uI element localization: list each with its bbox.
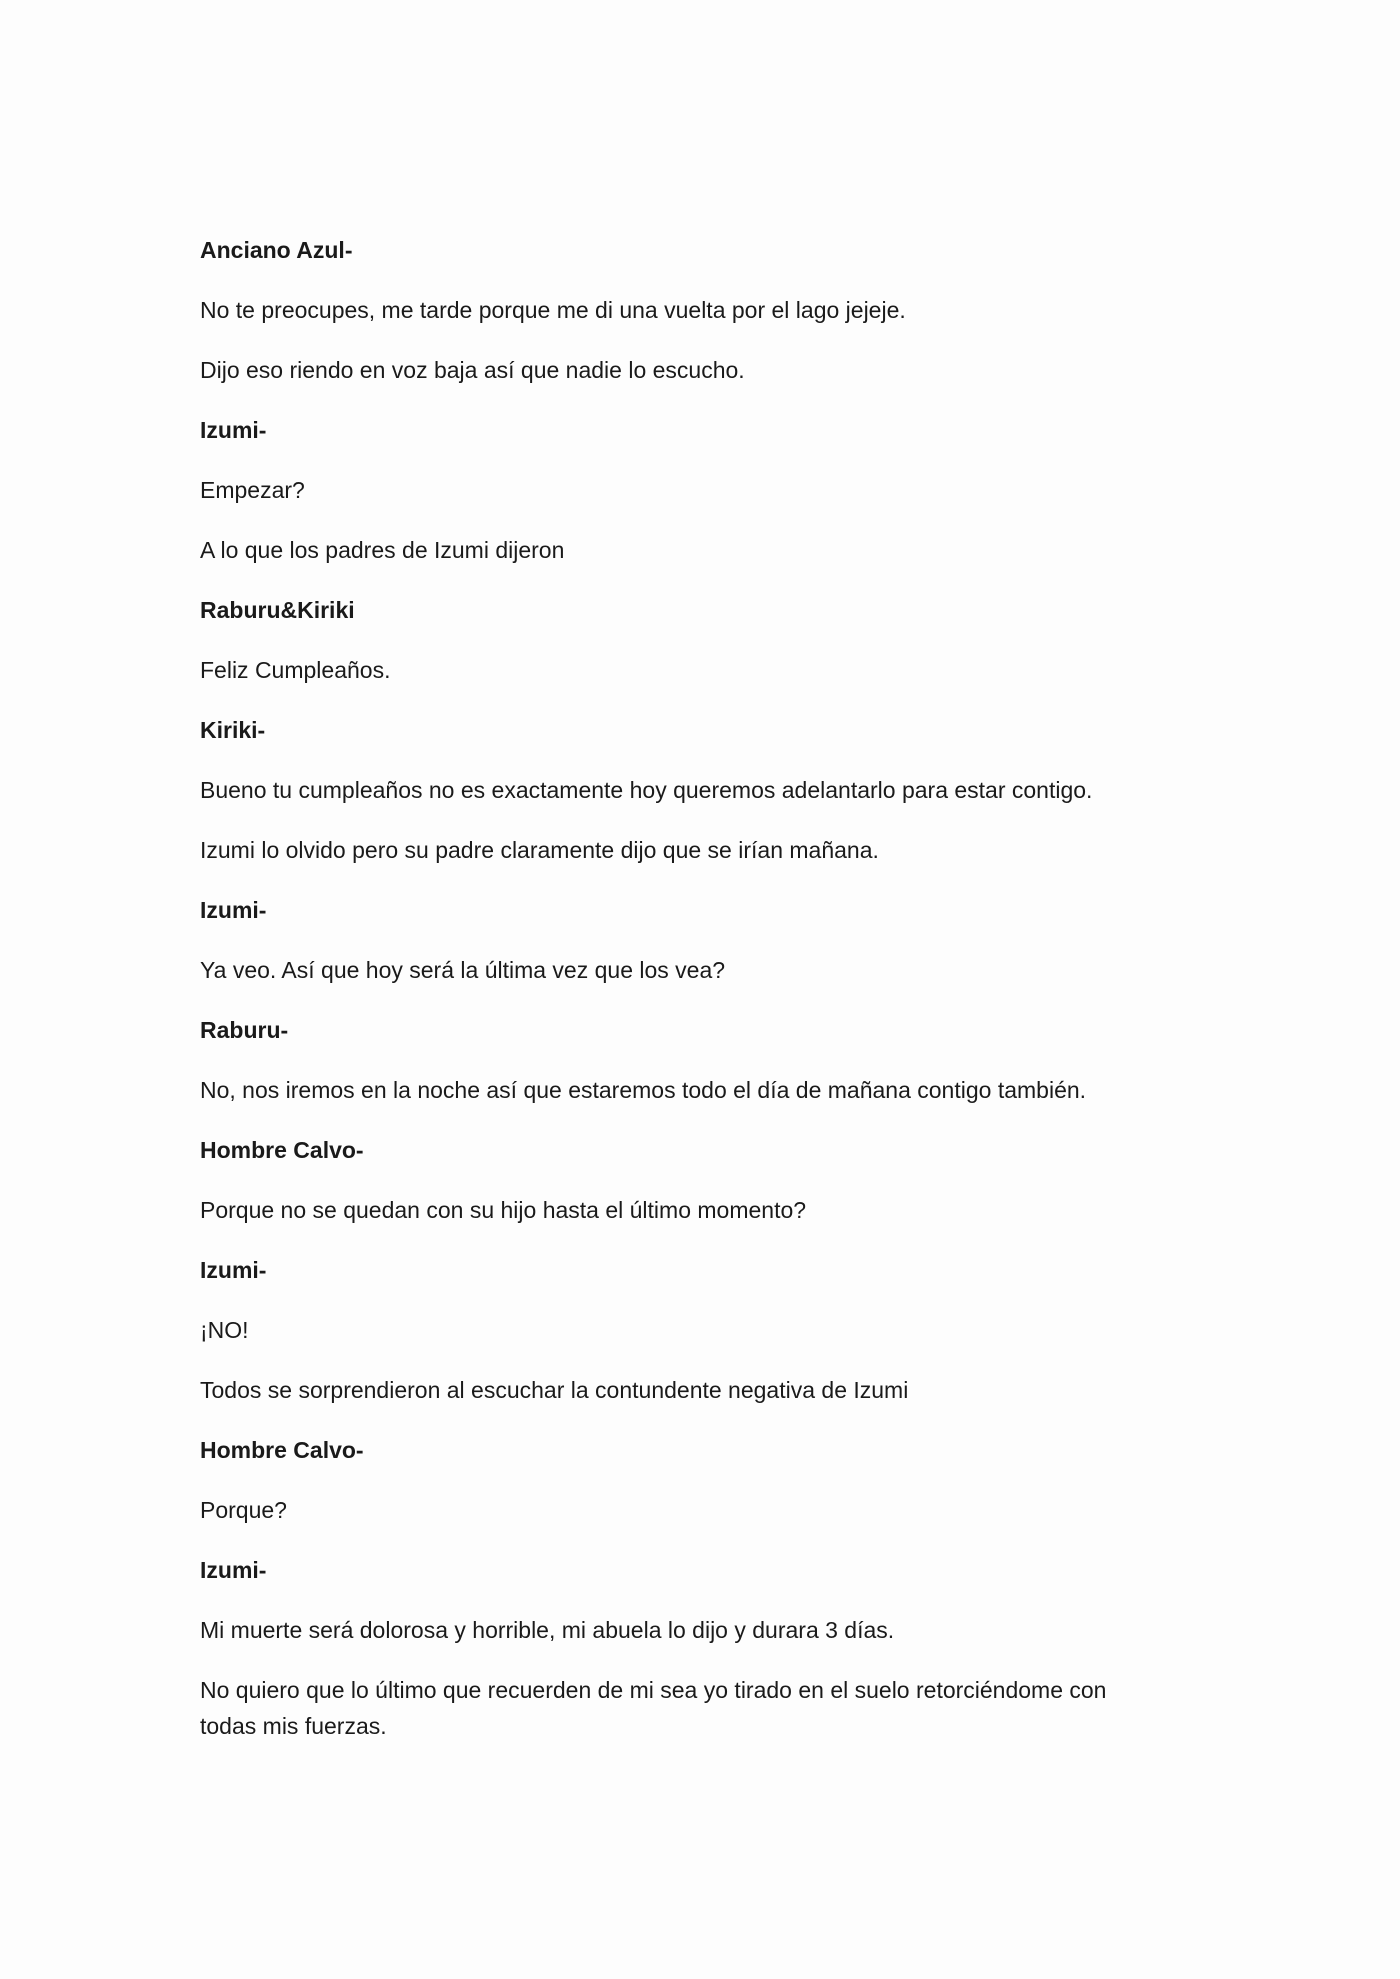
speaker-label: Hombre Calvo- bbox=[200, 1137, 364, 1163]
dialogue-line: ¡NO! bbox=[200, 1317, 249, 1343]
document-body bbox=[200, 232, 1160, 1768]
dialogue-line: Mi muerte será dolorosa y horrible, mi abuela lo dijo y durara 3 días. bbox=[200, 1617, 895, 1643]
narration-line: Todos se sorprendieron al escuchar la contundente negativa de Izumi bbox=[200, 1377, 909, 1403]
dialogue-line: No quiero que lo último que recuerden de mi sea yo tirado en el suelo retorciéndome con todas mis fuerzas. bbox=[200, 1677, 1107, 1739]
speaker-label: Izumi- bbox=[200, 1257, 267, 1283]
speaker-label: Izumi- bbox=[200, 1557, 267, 1583]
speaker-label: Izumi- bbox=[200, 417, 267, 443]
narration-line: Dijo eso riendo en voz baja así que nadie lo escucho. bbox=[200, 357, 745, 383]
dialogue-line: Bueno tu cumpleaños no es exactamente hoy queremos adelantarlo para estar contigo. bbox=[200, 777, 1093, 803]
speaker-label: Anciano Azul- bbox=[200, 237, 353, 263]
speaker-label: Kiriki- bbox=[200, 717, 266, 743]
speaker-label: Hombre Calvo- bbox=[200, 1437, 364, 1463]
speaker-label: Raburu- bbox=[200, 1017, 289, 1043]
dialogue-line: No, nos iremos en la noche así que estaremos todo el día de mañana contigo también. bbox=[200, 1077, 1087, 1103]
narration-line: Izumi lo olvido pero su padre claramente dijo que se irían mañana. bbox=[200, 837, 879, 863]
dialogue-line: Ya veo. Así que hoy será la última vez que los vea? bbox=[200, 957, 726, 983]
speaker-label: Izumi- bbox=[200, 897, 267, 923]
dialogue-line: Porque? bbox=[200, 1497, 287, 1523]
dialogue-line: Porque no se quedan con su hijo hasta el último momento? bbox=[200, 1197, 807, 1223]
dialogue-line: Feliz Cumpleaños. bbox=[200, 657, 391, 683]
speaker-label: Raburu&Kiriki bbox=[200, 597, 355, 623]
dialogue-line: Empezar? bbox=[200, 477, 305, 503]
narration-line: A lo que los padres de Izumi dijeron bbox=[200, 537, 565, 563]
dialogue-line: No te preocupes, me tarde porque me di una vuelta por el lago jejeje. bbox=[200, 297, 906, 323]
